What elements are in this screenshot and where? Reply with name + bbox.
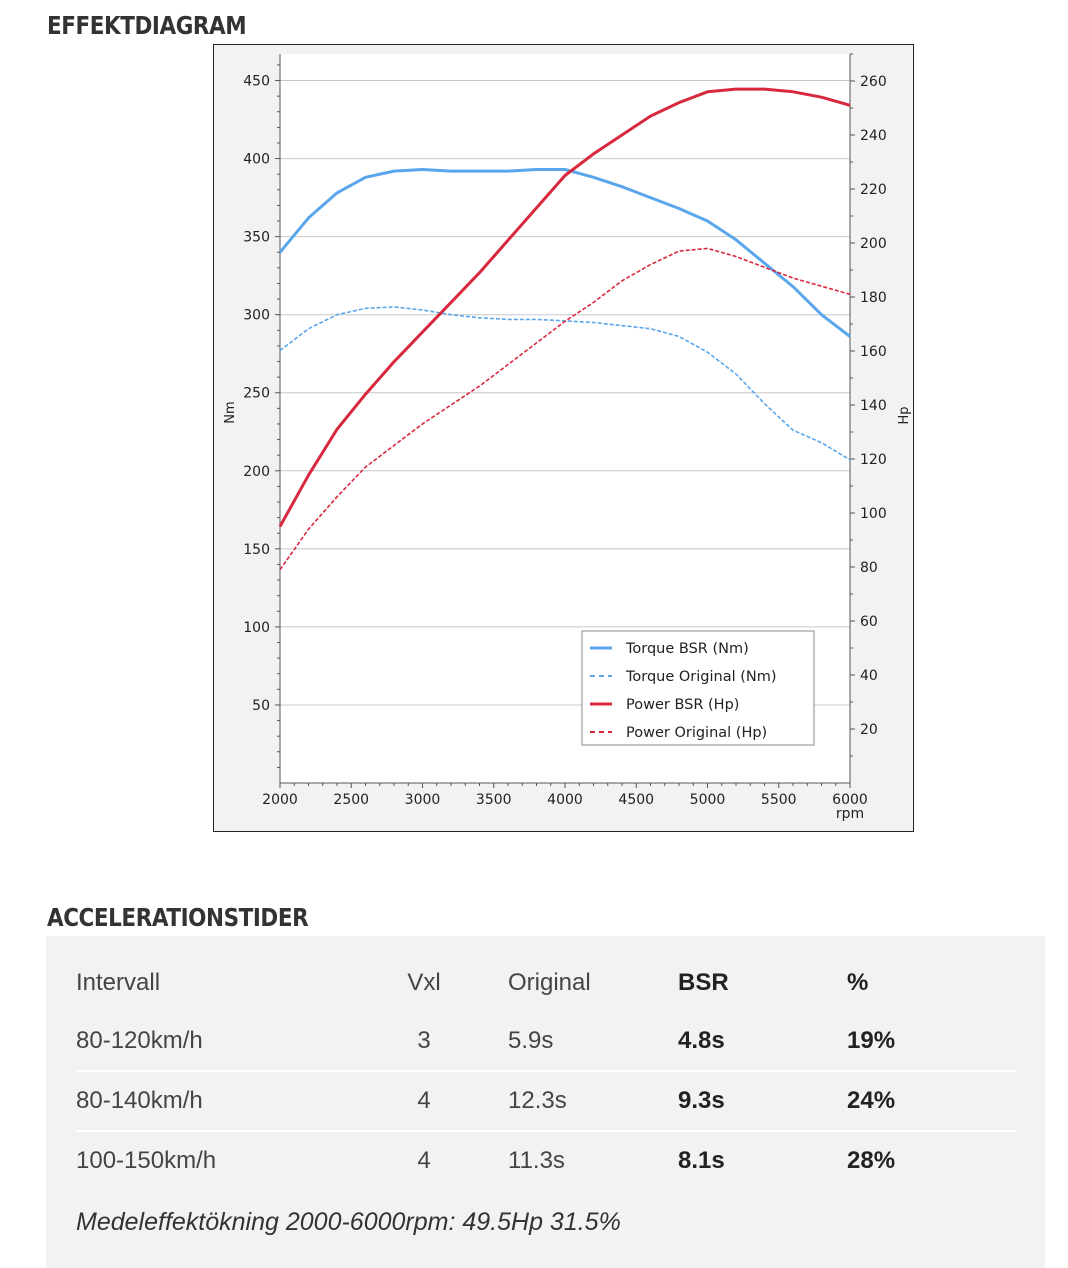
header-vxl: Vxl [407,969,441,996]
legend-entry: Power Original (Hp) [626,725,768,741]
table-row [76,1132,1017,1190]
header-interval: Intervall [76,969,161,996]
effekt-title: EFFEKTDIAGRAM [47,11,247,40]
right-tick-label: 260 [860,74,887,90]
cell-percent: 19% [847,1027,896,1054]
cell-percent: 24% [847,1087,896,1114]
x-tick-label: 6000 [832,792,868,808]
cell-vxl: 4 [417,1147,431,1174]
cell-interval: 80-120km/h [76,1027,203,1054]
cell-bsr: 9.3s [678,1087,725,1114]
x-tick-label: 4000 [547,792,583,808]
header-bsr: BSR [678,969,729,996]
header-percent: % [847,969,869,996]
acceleration-table-panel [46,936,1045,1268]
right-tick-label: 140 [860,398,887,414]
left-tick-label: 300 [243,307,270,324]
table-header-row [76,954,1017,1012]
cell-vxl: 4 [417,1087,431,1114]
right-tick-label: 220 [860,182,887,198]
left-tick-label: 400 [243,151,270,168]
right-tick-label: 60 [860,614,878,630]
right-tick-label: 20 [860,722,878,738]
legend-entry: Torque BSR (Nm) [626,641,749,657]
left-tick-label: 200 [243,463,270,480]
cell-vxl: 3 [417,1027,431,1054]
table-row [76,1012,1017,1072]
cell-interval: 80-140km/h [76,1087,203,1114]
right-tick-label: 240 [860,128,887,144]
left-tick-label: 350 [243,229,270,246]
power-chart [213,44,914,832]
x-tick-label: 3000 [404,792,441,808]
right-tick-label: 80 [860,560,878,576]
x-tick-label: 4500 [618,792,655,808]
x-tick-label: 2500 [333,792,370,808]
left-tick-label: 50 [252,697,270,714]
right-tick-label: 160 [860,344,887,360]
left-tick-label: 450 [243,73,270,90]
x-tick-label: 2000 [262,792,298,808]
cell-interval: 100-150km/h [76,1147,217,1174]
y-left-axis-label: Nm [223,401,238,424]
average-gain-summary: Medeleffektökning 2000-6000rpm: 49.5Hp 31.5% [76,1208,621,1236]
header-original: Original [508,969,591,996]
x-tick-label: 5500 [760,792,797,808]
cell-bsr: 8.1s [678,1147,725,1174]
legend-entry: Torque Original (Nm) [626,669,777,685]
right-tick-label: 180 [860,290,887,306]
table-row [76,1072,1017,1132]
cell-percent: 28% [847,1147,896,1174]
right-tick-label: 100 [860,506,887,522]
accel-title: ACCELERATIONSTIDER [47,903,309,932]
y-right-axis-label: Hp [897,406,912,425]
cell-bsr: 4.8s [678,1027,725,1054]
x-axis-unit: rpm [835,806,865,822]
left-tick-label: 100 [243,619,270,636]
left-tick-label: 250 [243,385,270,402]
cell-original: 11.3s [508,1147,565,1174]
x-tick-label: 5000 [689,792,726,808]
legend-entry: Power BSR (Hp) [626,697,740,713]
acceleration-table [76,954,1017,1190]
right-tick-label: 200 [860,236,887,252]
x-tick-label: 3500 [475,792,512,808]
right-tick-label: 40 [860,668,878,684]
cell-original: 12.3s [508,1087,567,1114]
power-chart-svg [214,45,915,833]
left-tick-label: 150 [243,541,270,558]
right-tick-label: 120 [860,452,887,468]
cell-original: 5.9s [508,1027,554,1054]
